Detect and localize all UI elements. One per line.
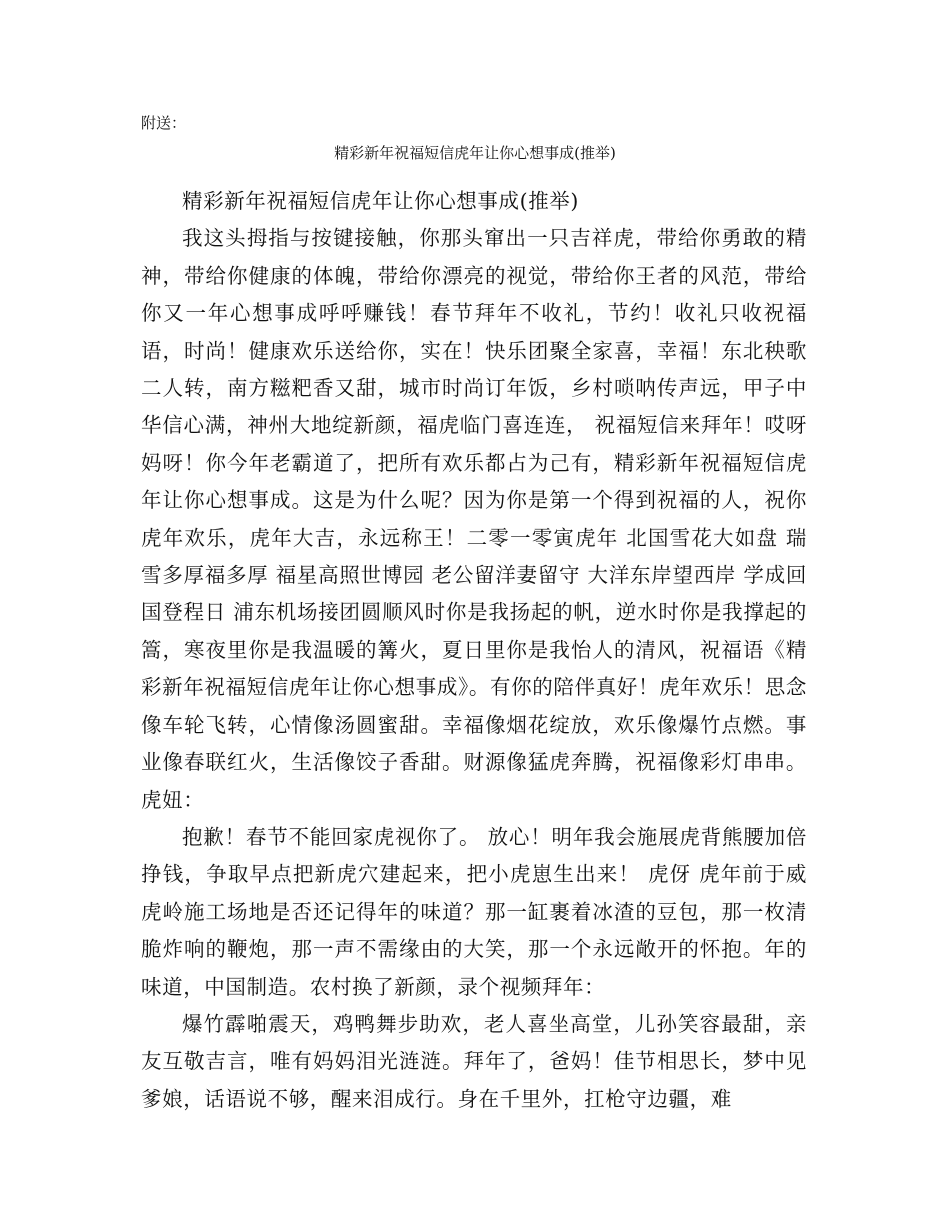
document-title: 精彩新年祝福短信虎年让你心想事成(推举): [334, 144, 616, 162]
article-heading: 精彩新年祝福短信虎年让你心想事成(推举): [182, 189, 579, 213]
article-paragraph-2: 抱歉！春节不能回家虎视你了。 放心！明年我会施展虎背熊腰加倍挣钱，争取早点把新虎穴建起来，把小虎崽生出来！ 虎伢 虎年前于威虎岭施工场地是否还记得年的味道？那一缸裹着冰渣的豆包，那一枚清脆炸响的鞭炮，那一声不需缘由的大笑，那一个永远敞开的怀抱。年的味道，中国制造。农村换了新颜，录个视频拜年：: [141, 824, 807, 999]
article-body: [141, 183, 807, 1118]
article-paragraph-3: 爆竹霹啪震天，鸡鸭舞步助欢，老人喜坐高堂，儿孙笑容最甜，亲友互敬吉言，唯有妈妈泪光涟涟。拜年了，爸妈！佳节相思长，梦中见爹娘，话语说不够，醒来泪成行。身在千里外，扛枪守边疆，难: [141, 1011, 807, 1111]
appendix-label: 附送：: [141, 114, 187, 132]
article-paragraph-1: 我这头拇指与按键接触，你那头窜出一只吉祥虎，带给你勇敢的精神，带给你健康的体魄，带给你漂亮的视觉，带给你王者的风范，带给你又一年心想事成呼呼赚钱！春节拜年不收礼，节约！收礼只收祝福语，时尚！健康欢乐送给你，实在！快乐团聚全家喜，幸福！东北秧歌二人转，南方糍粑香又甜，城市时尚订年饭，乡村唢呐传声远，甲子中华信心满，神州大地绽新颜，福虎临门喜连连， 祝福短信来拜年！哎呀妈呀！你今年老霸道了，把所有欢乐都占为己有，精彩新年祝福短信虎年让你心想事成。这是为什么呢？因为你是第一个得到祝福的人，祝你虎年欢乐，虎年大吉，永远称王！二零一零寅虎年 北国雪花大如盘 瑞雪多厚福多厚 福星高照世博园 老公留洋妻留守 大洋东岸望西岸 学成回国登程日 浦东机场接团圆顺风时你是我扬起的帆，逆水时你是我撑起的篙，寒夜里你是我温暖的篝火，夏日里你是我怡人的清风，祝福语《精彩新年祝福短信虎年让你心想事成》。有你的陪伴真好！虎年欢乐！思念像车轮飞转，心情像汤圆蜜甜。幸福像烟花绽放，欢乐像爆竹点燃。事业像春联红火，生活像饺子香甜。财源像猛虎奔腾，祝福像彩灯串串。虎妞：: [141, 226, 807, 812]
